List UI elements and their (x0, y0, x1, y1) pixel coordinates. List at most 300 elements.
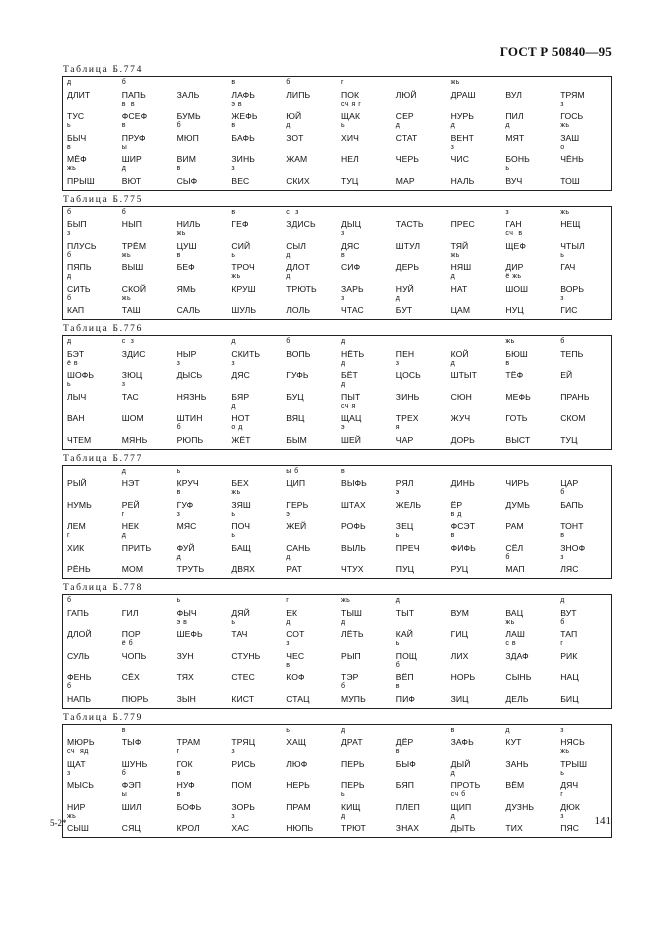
table-cell (501, 79, 556, 101)
syllable-word: ПЕРЬ (340, 758, 365, 769)
syllable-word: ГУФ (176, 499, 194, 510)
table-cell (63, 101, 118, 123)
table-cell (282, 813, 337, 835)
syllable-word: ДЯС (231, 370, 250, 380)
table-cell (118, 403, 173, 425)
table-cell (173, 619, 228, 641)
transcription-mark: в (121, 726, 127, 734)
transcription-mark: ё жь (505, 273, 522, 280)
syllable-word: ЧЁНЬ (560, 154, 584, 164)
table-row (63, 813, 611, 835)
syllable-word: СКОМ (560, 413, 586, 423)
syllable-word: ВЯЦ (286, 413, 305, 423)
transcription-mark: г (560, 640, 564, 647)
table-cell (118, 662, 173, 684)
syllable-word: БАПЬ (560, 499, 584, 510)
table-cell (501, 554, 556, 576)
table-cell (63, 683, 118, 705)
syllable-word: ПОМ (231, 780, 252, 790)
syllable-word: ЧТЕМ (67, 434, 92, 445)
transcription-mark: д (176, 553, 182, 561)
syllable-word: МАП (505, 564, 525, 574)
table-cell (118, 791, 173, 813)
syllable-word: ДРАШ (450, 89, 476, 100)
syllable-word: ВОРЬ (560, 283, 585, 294)
transcription-mark: жь (450, 251, 460, 259)
table-cell (227, 791, 282, 813)
syllable-word: ФУЙ (176, 542, 195, 553)
transcription-mark: з (231, 812, 236, 820)
transcription-mark: в (340, 251, 346, 259)
transcription-mark: жь (450, 79, 460, 86)
syllable-word: ТАЧ (231, 629, 248, 639)
syllable-word: ЛЯС (560, 564, 579, 574)
table-cell (173, 101, 228, 123)
syllable-word: КОФ (286, 672, 305, 682)
table-cell (173, 662, 228, 684)
syllable-word: ДЮК (560, 801, 580, 812)
table-row (63, 122, 611, 144)
transcription-mark: жь (560, 122, 570, 129)
transcription-mark: ь (340, 791, 346, 798)
transcription-mark: з (340, 230, 345, 237)
syllable-word: КРУЧ (176, 478, 199, 488)
table-cell (118, 770, 173, 792)
table-cell (63, 144, 118, 166)
syllable-word: ЧТУХ (340, 564, 364, 574)
syllable-word: ЧОПЬ (121, 650, 147, 661)
table-cell (556, 489, 611, 511)
table-cell (173, 532, 228, 554)
transcription-mark: б (121, 79, 127, 86)
table-cell (556, 511, 611, 533)
syllable-word: ЗЕЦ (395, 521, 414, 531)
table-cell (173, 360, 228, 382)
syllable-word: ТРУТЬ (176, 564, 205, 574)
transcription-mark: в (340, 467, 346, 475)
table-cell (392, 338, 447, 360)
transcription-mark: жь (560, 208, 570, 216)
syllable-word: НЕК (121, 521, 140, 531)
syllable-word: ДИР (505, 262, 524, 272)
table-cell (63, 338, 118, 360)
word-table (62, 64, 612, 191)
transcription-mark: э (286, 510, 291, 518)
table-cell (392, 381, 447, 403)
syllable-word: ТАП (560, 629, 578, 639)
syllable-word: ЗУН (176, 650, 194, 661)
table-cell (282, 252, 337, 274)
table-cell (392, 727, 447, 749)
syllable-word: ВЁМ (505, 780, 525, 790)
syllable-word: ШОФЬ (67, 370, 95, 380)
table-cell (556, 468, 611, 490)
table-cell (337, 468, 392, 490)
syllable-word: КАП (67, 305, 85, 315)
table-cell (447, 165, 502, 187)
table-row (63, 424, 611, 446)
syllable-word: ПЛУСЬ (67, 240, 97, 251)
transcription-mark: ь (286, 726, 291, 734)
syllable-word: ДВЯХ (231, 564, 255, 574)
transcription-mark: д (505, 726, 510, 734)
syllable-word: ШТУЛ (395, 240, 421, 251)
syllable-word: НИР (67, 801, 86, 812)
syllable-word: ЛАШ (505, 629, 525, 639)
table-cell (63, 532, 118, 554)
syllable-word: ВЫЛЬ (340, 542, 367, 553)
transcription-mark: д (340, 381, 346, 388)
table-cell (501, 381, 556, 403)
syllable-word: БУМЬ (176, 111, 201, 121)
transcription-mark: с з (121, 338, 135, 345)
table-row (63, 209, 611, 231)
table-cell (63, 295, 118, 317)
syllable-word: ЗДАФ (505, 650, 529, 661)
syllable-word: ШТЫТ (450, 370, 477, 380)
table-cell (447, 79, 502, 101)
syllable-word: ФЫЧ (176, 607, 197, 618)
syllable-word: ДЫЙ (450, 758, 471, 769)
syllable-word: ГИЦ (450, 629, 469, 639)
syllable-word: ДРАТ (340, 737, 363, 747)
table-caption: Таблица Б.774 (63, 65, 144, 75)
transcription-mark: в (176, 165, 181, 172)
table-cell (501, 230, 556, 252)
syllable-word: ЗАНЬ (505, 758, 529, 769)
syllable-word: БЭТ (67, 348, 85, 359)
transcription-mark: д (286, 251, 291, 259)
syllable-word: ДЕЛЬ (505, 693, 529, 704)
table-cell (118, 424, 173, 446)
syllable-word: НУЦ (505, 305, 524, 315)
table-cell (337, 252, 392, 274)
table-cell (501, 770, 556, 792)
table-caption: Таблица Б.779 (63, 712, 144, 723)
table-cell (392, 360, 447, 382)
syllable-word: ЗНОФ (560, 542, 586, 553)
transcription-mark: я (395, 424, 401, 431)
transcription-mark: б (176, 424, 182, 431)
syllable-word: ТРЮТЬ (286, 283, 317, 294)
syllable-word: ПЕН (395, 348, 415, 359)
syllable-word: МУПЬ (340, 693, 366, 704)
table-row (63, 619, 611, 641)
syllable-word: ЦОСЬ (395, 370, 421, 380)
transcription-mark: в (395, 683, 401, 690)
table-cell (501, 252, 556, 274)
transcription-mark: б (286, 338, 291, 345)
syllable-word: НОТ (231, 413, 250, 423)
transcription-mark: сч б (450, 791, 466, 798)
transcription-mark: жь (231, 273, 241, 280)
table-row (63, 489, 611, 511)
syllable-word: ДОРЬ (450, 434, 475, 445)
table-cell (282, 122, 337, 144)
table-cell (556, 597, 611, 619)
syllable-word: ТЁФ (505, 370, 524, 380)
syllable-word: ЛЕМ (67, 521, 86, 531)
table-cell (63, 360, 118, 382)
table-cell (392, 597, 447, 619)
table-frame (62, 594, 612, 709)
table-cell (447, 640, 502, 662)
syllable-word: СИЙ (231, 240, 251, 251)
table-cell (392, 619, 447, 641)
transcription-mark: д (286, 553, 291, 561)
table-cell (63, 468, 118, 490)
table-cell (337, 532, 392, 554)
syllable-word: НЫП (121, 219, 143, 229)
syllable-word: ГИС (560, 305, 578, 315)
table-cell (392, 424, 447, 446)
syllable-word: ЦУШ (176, 240, 197, 251)
syllable-word: ДЯЙ (231, 607, 250, 618)
table-cell (337, 727, 392, 749)
word-table (62, 194, 612, 321)
syllable-word: СТАЦ (286, 693, 310, 704)
table-row (63, 532, 611, 554)
table-cell (282, 662, 337, 684)
table-cell (282, 144, 337, 166)
table-cell (447, 230, 502, 252)
table-row (63, 165, 611, 187)
syllable-word: НАЛЬ (450, 175, 475, 186)
transcription-mark: ё б (121, 640, 134, 647)
table-cell (282, 230, 337, 252)
syllable-word: ФЕНЬ (67, 672, 92, 682)
transcription-mark: э в (176, 618, 188, 626)
table-cell (392, 532, 447, 554)
table-cell (447, 791, 502, 813)
syllable-word: СТЕС (231, 672, 255, 682)
table-row (63, 295, 611, 317)
table-cell (447, 273, 502, 295)
syllable-word: ГОСЬ (560, 111, 584, 121)
table-cell (173, 468, 228, 490)
syllable-word: ПЯС (560, 823, 580, 833)
syllable-word: ПЛЕП (395, 801, 420, 812)
transcription-mark: д (121, 467, 127, 475)
table-cell (118, 511, 173, 533)
table-cell (392, 403, 447, 425)
transcription-mark: г (67, 532, 71, 539)
table-cell (282, 338, 337, 360)
transcription-mark: сч в (505, 230, 523, 237)
syllable-word: ЖАМ (286, 154, 308, 164)
syllable-word: ШИЛ (121, 801, 142, 812)
table-cell (392, 122, 447, 144)
syllable-word: ДЛИТ (67, 89, 91, 100)
table-cell (337, 640, 392, 662)
table-cell (447, 597, 502, 619)
table-cell (337, 360, 392, 382)
table-cell (282, 640, 337, 662)
syllable-word: ДЁР (395, 737, 414, 747)
transcription-mark: жь (560, 748, 570, 755)
table-cell (63, 209, 118, 231)
transcription-mark: б (121, 769, 127, 777)
syllable-word: ЗАШ (560, 132, 580, 143)
table-cell (447, 554, 502, 576)
table-row (63, 79, 611, 101)
table-cell (173, 144, 228, 166)
table-cell (118, 144, 173, 166)
table-cell (447, 727, 502, 749)
syllable-word: СКИХ (286, 175, 310, 186)
transcription-mark: ь (231, 251, 236, 259)
table-row (63, 381, 611, 403)
syllable-word: КАЙ (395, 629, 414, 639)
table-cell (282, 273, 337, 295)
table-cell (227, 532, 282, 554)
table-cell (501, 360, 556, 382)
syllable-word: ТЭР (340, 672, 359, 682)
table-cell (447, 619, 502, 641)
table-cell (118, 252, 173, 274)
transcription-mark: в (176, 791, 181, 798)
transcription-mark: б (560, 618, 565, 626)
syllable-word: ЧИС (450, 154, 470, 164)
table-cell (227, 295, 282, 317)
table-row (63, 403, 611, 425)
syllable-word: ПОР (121, 629, 141, 639)
transcription-mark: з (231, 359, 236, 367)
table-cell (282, 424, 337, 446)
syllable-word: МЮРЬ (67, 737, 95, 747)
table-cell (173, 597, 228, 619)
syllable-word: ЗДИСЬ (286, 219, 316, 229)
transcription-mark: ь (231, 510, 236, 518)
table-cell (118, 338, 173, 360)
transcription-mark: д (286, 618, 291, 626)
table-cell (173, 554, 228, 576)
syllable-word: РИСЬ (231, 758, 256, 769)
transcription-mark: д (450, 769, 456, 777)
syllable-word: ЗИНЬ (395, 391, 420, 402)
transcription-mark: ь (67, 122, 72, 129)
transcription-mark: з (231, 165, 236, 172)
syllable-word: КУТ (505, 737, 522, 747)
table-cell (337, 79, 392, 101)
syllable-word: ЦАМ (450, 305, 471, 315)
syllable-word: ЗОРЬ (231, 801, 255, 812)
syllable-word: ТЫШ (340, 607, 363, 618)
table-cell (227, 79, 282, 101)
syllable-word: ВЕНТ (450, 132, 474, 143)
syllable-word: ЗИНЬ (231, 154, 256, 164)
table-cell (556, 683, 611, 705)
syllable-word: МЮП (176, 132, 199, 143)
transcription-mark: з (560, 812, 564, 820)
table-cell (556, 209, 611, 231)
transcription-mark: д (340, 812, 346, 820)
syllable-word: СЮН (450, 391, 472, 402)
transcription-mark: д (450, 273, 456, 280)
table-cell (118, 532, 173, 554)
syllable-word: ЖУЧ (450, 413, 471, 423)
syllable-word: ЖЕФЬ (231, 111, 258, 121)
table-cell (282, 360, 337, 382)
table-cell (392, 101, 447, 123)
table-cell (173, 813, 228, 835)
word-table (62, 582, 612, 709)
page-number: 141 (594, 815, 611, 827)
table-caption: Таблица Б.777 (63, 453, 144, 464)
table-cell (118, 468, 173, 490)
table-cell (173, 165, 228, 187)
table-row (63, 683, 611, 705)
syllable-word: ЕК (286, 607, 298, 618)
syllable-word: НЯШ (450, 262, 472, 272)
table-cell (173, 403, 228, 425)
syllable-word: САЛЬ (176, 305, 201, 315)
syllable-word: БЫЧ (67, 132, 87, 143)
transcription-mark: в (121, 122, 127, 129)
transcription-mark: ё в (67, 359, 79, 367)
syllable-word: ЗЫН (176, 693, 196, 704)
table-cell (282, 209, 337, 231)
syllable-word: ПЫТ (340, 391, 361, 402)
syllable-word: СТУНЬ (231, 650, 261, 661)
syllable-word: ТУС (67, 111, 85, 121)
table-cell (173, 122, 228, 144)
table-cell (392, 230, 447, 252)
syllable-word: ПРЕС (450, 219, 475, 229)
table-cell (173, 683, 228, 705)
syllable-word: СЫНЬ (505, 672, 532, 682)
syllable-word: МЯНЬ (121, 434, 148, 445)
syllable-word: ДЛОТ (286, 262, 310, 272)
syllable-word: ЩАЦ (340, 413, 362, 423)
table-cell (227, 338, 282, 360)
table-frame (62, 76, 612, 191)
syllable-word: НИЛЬ (176, 219, 201, 229)
syllable-word: ЧЕРЬ (395, 154, 420, 164)
syllable-word: РЮПЬ (176, 434, 204, 445)
syllable-word: СТАТ (395, 132, 418, 143)
syllable-word: ЛИПЬ (286, 89, 311, 100)
table-cell (227, 122, 282, 144)
transcription-mark: б (560, 338, 565, 345)
table-cell (337, 403, 392, 425)
syllable-word: ШТИН (176, 413, 203, 423)
syllable-word: НУФ (176, 780, 195, 790)
transcription-mark: з (560, 553, 564, 561)
table-row (63, 360, 611, 382)
table-cell (501, 727, 556, 749)
syllable-word: НЕЩ (560, 219, 581, 229)
table-caption: Таблица Б.778 (63, 583, 144, 593)
table-cell (501, 619, 556, 641)
syllable-word: ЛОЛЬ (286, 305, 311, 315)
table-cell (392, 511, 447, 533)
table-frame (62, 335, 612, 450)
table-cell (447, 101, 502, 123)
table-cell (392, 791, 447, 813)
syllable-word: ПРАНЬ (560, 391, 590, 402)
syllable-word: МОМ (121, 564, 144, 574)
transcription-mark: в (450, 726, 455, 734)
transcription-mark: б (67, 294, 72, 302)
syllable-word: НЕЛ (340, 154, 359, 164)
syllable-word: СЯЦ (121, 823, 141, 833)
table-cell (227, 511, 282, 533)
table-frame (62, 206, 612, 321)
table-cell (227, 403, 282, 425)
syllable-word: КИЩ (340, 801, 361, 812)
table-cell (392, 554, 447, 576)
